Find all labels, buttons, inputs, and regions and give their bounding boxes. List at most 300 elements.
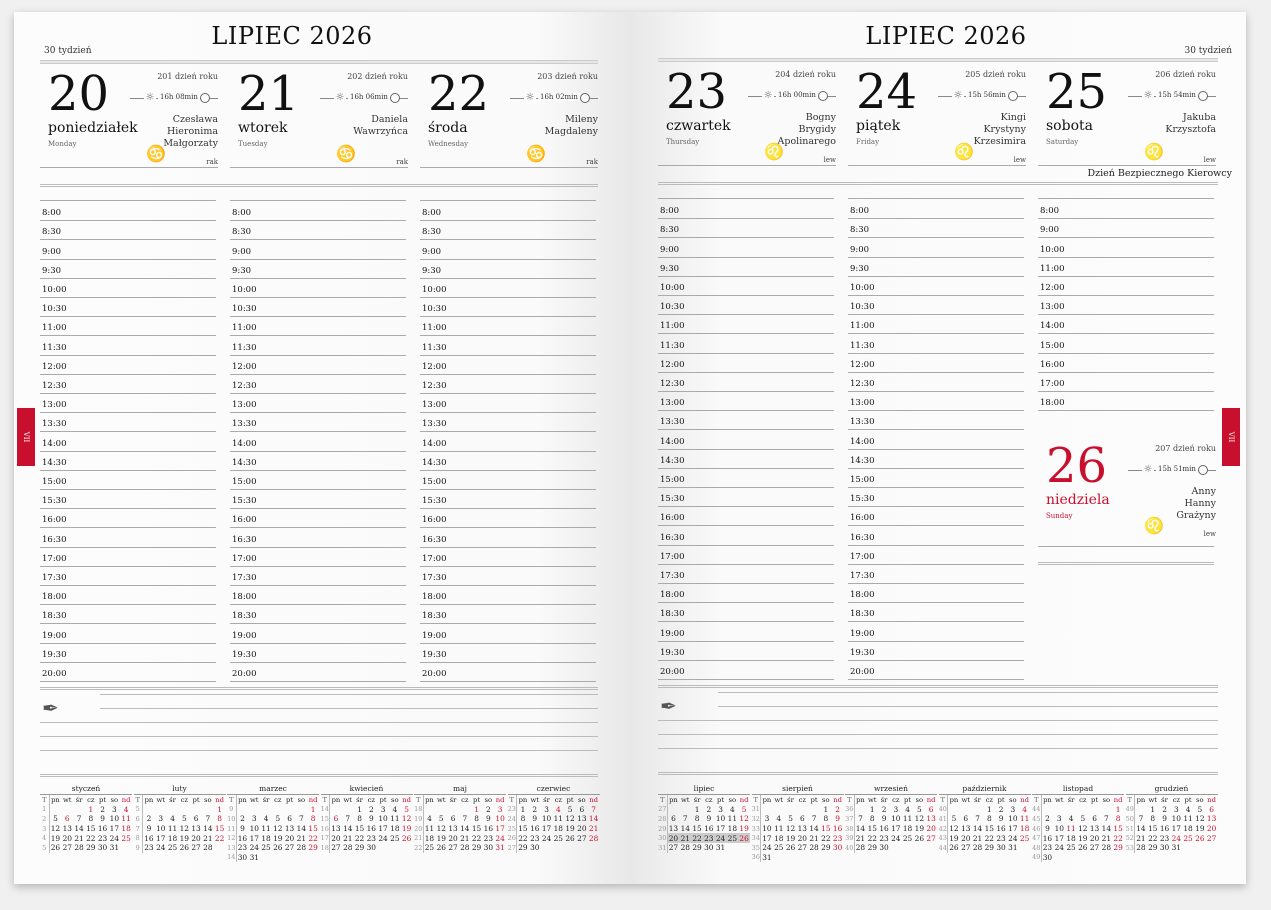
day-cell (342, 805, 354, 815)
time-slot[interactable] (420, 413, 596, 432)
time-slot[interactable] (848, 277, 1024, 296)
day-cell: 6 (1209, 804, 1214, 814)
time-slot[interactable] (1038, 200, 1214, 219)
day-cell: 26 (949, 843, 959, 853)
time-slot[interactable] (1038, 315, 1214, 334)
day-cell: 25 (167, 843, 178, 853)
time-slot[interactable] (848, 200, 1024, 219)
time-slot[interactable] (420, 221, 596, 240)
time-label: 15:00 (232, 476, 257, 487)
note-line (658, 748, 1218, 749)
day-cell: 8 (694, 814, 700, 824)
day-cell: 15 (821, 824, 831, 834)
week-num-cell: 12 (227, 834, 236, 843)
time-slot[interactable] (1038, 219, 1214, 238)
note-line (718, 706, 1218, 707)
weekday-label: pn (425, 795, 434, 804)
daylight-text: 16h 08min (160, 93, 198, 101)
week-num-cell: 50 (1125, 814, 1134, 823)
name-day: Krzesimira (973, 136, 1026, 147)
time-slot[interactable] (1038, 373, 1214, 392)
time-slot[interactable] (420, 432, 596, 451)
time-label: 14:00 (660, 436, 685, 447)
day-name: poniedziałek (48, 120, 138, 136)
time-slot[interactable] (40, 586, 216, 605)
time-slot[interactable] (40, 509, 216, 528)
time-slot[interactable] (230, 202, 406, 221)
time-slot[interactable] (1038, 296, 1214, 315)
notes-area[interactable] (40, 694, 598, 754)
time-slot[interactable] (230, 317, 406, 336)
day-cell: 22 (692, 833, 702, 843)
day-cell: 12 (1195, 814, 1205, 824)
time-label: 19:00 (850, 628, 875, 639)
weekday-label: cz (180, 795, 188, 804)
time-slot[interactable] (40, 471, 216, 490)
day-cell: 6 (287, 814, 292, 824)
time-slot[interactable] (848, 430, 1024, 449)
time-label: 9:00 (232, 246, 252, 257)
day-cell: 1 (357, 804, 362, 814)
time-slot[interactable] (658, 373, 834, 392)
time-slot[interactable] (658, 584, 834, 603)
time-slot[interactable] (848, 622, 1024, 641)
weekday-label: pt (192, 795, 200, 804)
time-slot[interactable] (658, 469, 834, 488)
time-slot[interactable] (1038, 277, 1214, 296)
time-label: 16:30 (660, 532, 685, 543)
time-slot[interactable] (420, 624, 596, 643)
time-slot[interactable] (658, 507, 834, 526)
time-slot[interactable] (658, 296, 834, 315)
day-cell: 6 (1092, 814, 1097, 824)
time-slot[interactable] (1038, 238, 1214, 257)
time-slot[interactable] (420, 356, 596, 375)
time-label: 17:30 (42, 572, 67, 583)
day-cell (679, 805, 691, 815)
day-cell (1135, 805, 1147, 815)
day-cell (796, 853, 808, 863)
weekday-label: cz (554, 795, 562, 804)
time-slot[interactable] (848, 219, 1024, 238)
time-slot[interactable] (420, 298, 596, 317)
time-slot[interactable] (848, 373, 1024, 392)
day-cell: 15 (1148, 824, 1158, 834)
time-label: 18:30 (660, 609, 685, 620)
week-num-cell: 2 (40, 814, 49, 824)
time-slot[interactable] (420, 644, 596, 663)
time-slot[interactable] (230, 260, 406, 279)
time-slot[interactable] (658, 354, 834, 373)
month-name: maj (414, 784, 506, 795)
time-slot[interactable] (40, 221, 216, 240)
time-label: 17:00 (1040, 378, 1065, 389)
time-slot[interactable] (420, 528, 596, 547)
daylight-length (130, 92, 218, 104)
time-slot[interactable] (658, 565, 834, 584)
time-slot[interactable] (40, 260, 216, 279)
day-cell: 16 (1042, 833, 1053, 843)
time-label: 20:00 (42, 668, 67, 679)
time-slot[interactable] (658, 603, 834, 622)
time-slot[interactable] (420, 317, 596, 336)
time-slot[interactable] (658, 238, 834, 257)
time-slot[interactable] (848, 258, 1024, 277)
week-num-cell: 44 (938, 843, 947, 852)
day-cell (1053, 805, 1065, 815)
time-slot[interactable] (230, 490, 406, 509)
daylight-length (510, 92, 598, 104)
time-slot[interactable] (230, 356, 406, 375)
weekday-label: wt (62, 795, 72, 804)
day-cell: 28 (588, 833, 599, 843)
time-slot[interactable] (658, 622, 834, 641)
day-cell: 17 (762, 833, 772, 843)
day-cell: 2 (146, 814, 152, 824)
time-slot[interactable] (40, 663, 216, 682)
day-cell: 11 (424, 824, 435, 834)
day-of-year: 202 dzień roku (347, 72, 408, 81)
time-slot[interactable] (230, 548, 406, 567)
time-slot[interactable] (40, 317, 216, 336)
day-cell: 14 (343, 824, 353, 834)
day-name-english: Friday (856, 138, 880, 146)
time-slot[interactable] (230, 336, 406, 355)
time-label: 18:00 (422, 592, 447, 603)
day-cell: 2 (240, 814, 245, 824)
weekday-label: nd (1020, 795, 1029, 804)
time-slot[interactable] (848, 411, 1024, 430)
time-slot[interactable] (420, 202, 596, 221)
day-cell: 9 (1162, 814, 1167, 824)
time-slot[interactable] (230, 298, 406, 317)
time-slot[interactable] (848, 661, 1024, 680)
mini-calendar-month (321, 784, 413, 853)
name-day: Kingi (1000, 112, 1026, 123)
time-label: 10:00 (422, 284, 447, 295)
name-day: Magdaleny (544, 126, 598, 137)
time-slot[interactable] (658, 642, 834, 661)
day-cell: 8 (88, 814, 94, 824)
time-slot[interactable] (40, 375, 216, 394)
time-slot[interactable] (658, 450, 834, 469)
time-slot[interactable] (230, 452, 406, 471)
time-label: 16:30 (42, 534, 67, 545)
day-cell: 14 (1136, 824, 1146, 834)
day-cell: 6 (579, 804, 585, 814)
day-cell (1077, 853, 1089, 863)
day-cell: 18 (390, 824, 400, 834)
day-cell: 7 (811, 814, 817, 824)
time-label: 18:30 (422, 611, 447, 622)
time-slot[interactable] (40, 356, 216, 375)
day-of-year: 204 dzień roku (775, 70, 836, 79)
day-cell: 7 (1138, 814, 1144, 824)
day-cell: 20 (284, 833, 295, 843)
time-slot[interactable] (40, 240, 216, 259)
weekday-label: cz (367, 795, 375, 804)
time-label: 10:30 (232, 304, 257, 315)
time-slot[interactable] (230, 586, 406, 605)
day-of-year: 203 dzień roku (537, 72, 598, 81)
time-slot[interactable] (40, 432, 216, 451)
time-slot[interactable] (848, 469, 1024, 488)
time-slot[interactable] (848, 603, 1024, 622)
week-num-cell: 9 (134, 843, 143, 853)
time-slot[interactable] (848, 354, 1024, 373)
time-slot[interactable] (658, 219, 834, 238)
day-cell: 25 (261, 843, 271, 853)
weekday-label: śr (449, 795, 457, 804)
sun-icon: ☼ (953, 90, 963, 101)
day-cell (1089, 805, 1101, 815)
day-cell: 19 (50, 833, 61, 843)
day-cell (564, 843, 576, 853)
day-cell: 13 (62, 824, 72, 834)
day-cell: 10 (1008, 814, 1018, 824)
time-label: 10:00 (1040, 244, 1065, 255)
sunset-icon (390, 93, 400, 103)
time-slot[interactable] (420, 471, 596, 490)
time-slot[interactable] (1038, 258, 1214, 277)
time-slot[interactable] (40, 452, 216, 471)
time-slot[interactable] (40, 336, 216, 355)
day-cell: 7 (591, 804, 596, 814)
time-slot[interactable] (848, 296, 1024, 315)
time-slot[interactable] (658, 258, 834, 277)
time-slot[interactable] (230, 471, 406, 490)
time-slot[interactable] (848, 334, 1024, 353)
day-cell: 19 (401, 824, 412, 834)
time-label: 11:00 (850, 321, 875, 332)
time-slot[interactable] (658, 661, 834, 680)
time-slot[interactable] (40, 202, 216, 221)
day-cell: 3 (380, 804, 386, 814)
time-label: 13:30 (422, 419, 447, 430)
day-cell (272, 805, 284, 815)
day-cell: 23 (1159, 833, 1170, 843)
day-cell: 26 (565, 833, 575, 843)
time-slot[interactable] (848, 488, 1024, 507)
day-cell: 29 (1113, 843, 1123, 853)
day-cell: 16 (366, 824, 376, 834)
day-cell: 30 (879, 843, 889, 853)
time-slot[interactable] (420, 548, 596, 567)
day-cell: 22 (354, 833, 365, 843)
time-slot[interactable] (658, 546, 834, 565)
day-number: 23 (666, 64, 728, 120)
time-label: 13:00 (422, 400, 447, 411)
time-slot[interactable] (848, 546, 1024, 565)
time-label: 13:00 (42, 400, 67, 411)
time-slot[interactable] (230, 624, 406, 643)
time-slot[interactable] (658, 334, 834, 353)
time-slot[interactable] (848, 526, 1024, 545)
time-slot[interactable] (40, 567, 216, 586)
day-cell (447, 805, 459, 815)
time-slot[interactable] (848, 315, 1024, 334)
day-cell: 28 (972, 843, 983, 853)
time-slot[interactable] (40, 624, 216, 643)
month-tab-right[interactable]: VII (1222, 408, 1240, 466)
note-line (718, 692, 1218, 693)
time-slot[interactable] (420, 509, 596, 528)
month-tab-left[interactable]: VII (17, 408, 35, 466)
day-cell: 8 (217, 814, 222, 824)
time-slot[interactable] (230, 432, 406, 451)
time-slot[interactable] (230, 221, 406, 240)
time-slot[interactable] (658, 526, 834, 545)
time-label: 8:00 (422, 208, 442, 219)
divider (40, 184, 598, 187)
time-slot[interactable] (420, 240, 596, 259)
time-slot[interactable] (40, 298, 216, 317)
time-slot[interactable] (848, 584, 1024, 603)
day-number: 24 (856, 64, 918, 120)
time-slot[interactable] (40, 548, 216, 567)
time-label: 12:30 (422, 380, 447, 391)
time-slot[interactable] (40, 644, 216, 663)
day-cell: 5 (1197, 804, 1203, 814)
week-num-cell: 44 (1032, 805, 1041, 814)
notes-area[interactable] (658, 692, 1218, 752)
time-slot[interactable] (40, 394, 216, 413)
time-slot[interactable] (848, 642, 1024, 661)
day-cell (854, 805, 866, 815)
time-slot[interactable] (230, 240, 406, 259)
day-cell: 2 (485, 804, 491, 814)
name-day: Apolinarego (777, 136, 836, 147)
time-slot[interactable] (420, 394, 596, 413)
time-slot[interactable] (230, 413, 406, 432)
time-slot[interactable] (658, 411, 834, 430)
day-cell: 16 (237, 833, 248, 843)
time-slot[interactable] (230, 509, 406, 528)
day-cell: 5 (788, 814, 793, 824)
time-slot[interactable] (230, 394, 406, 413)
week-num-cell: 26 (507, 834, 516, 843)
time-slot[interactable] (658, 488, 834, 507)
time-slot[interactable] (848, 392, 1024, 411)
time-slot[interactable] (420, 586, 596, 605)
day-cell: 27 (191, 843, 201, 853)
time-slot[interactable] (658, 315, 834, 334)
time-slot[interactable] (420, 605, 596, 624)
day-cell: 24 (109, 833, 120, 843)
day-number: 20 (48, 66, 110, 122)
day-cell: 12 (401, 814, 412, 824)
time-slot[interactable] (420, 452, 596, 471)
day-cell: 11 (121, 814, 131, 824)
time-slot[interactable] (1038, 354, 1214, 373)
day-cell: 10 (541, 814, 552, 824)
day-cell: 4 (427, 814, 432, 824)
weekday-label: śr (880, 795, 888, 804)
day-cell: 18 (1019, 824, 1030, 834)
day-cell: 1 (694, 804, 700, 814)
time-label: 12:00 (232, 361, 257, 372)
time-slot[interactable] (230, 605, 406, 624)
time-slot[interactable] (1038, 334, 1214, 353)
time-slot[interactable] (230, 567, 406, 586)
day-cell: 14 (972, 824, 983, 834)
time-slot[interactable] (40, 490, 216, 509)
time-label: 10:30 (42, 304, 67, 315)
day-cell: 18 (424, 833, 435, 843)
week-num-cell: 40 (845, 843, 854, 852)
time-slot[interactable] (658, 430, 834, 449)
time-slot[interactable] (848, 238, 1024, 257)
day-cell: 12 (1078, 824, 1088, 834)
daylight-text: 15h 56min (968, 91, 1006, 99)
time-label: 8:00 (850, 206, 870, 217)
day-cell (260, 805, 272, 815)
time-slot[interactable] (230, 663, 406, 682)
time-slot[interactable] (230, 528, 406, 547)
time-slot[interactable] (40, 605, 216, 624)
weekday-label: pn (949, 795, 959, 804)
time-slot[interactable] (420, 260, 596, 279)
day-cell: 3 (893, 804, 899, 814)
time-slot[interactable] (420, 490, 596, 509)
time-slot[interactable] (420, 663, 596, 682)
weekday-label: pt (473, 795, 481, 804)
day-cell: 13 (331, 824, 341, 834)
time-label: 19:00 (232, 630, 257, 641)
time-slot[interactable] (658, 277, 834, 296)
weekday-label: wt (436, 795, 446, 804)
time-slot[interactable] (230, 375, 406, 394)
time-slot[interactable] (658, 200, 834, 219)
time-slot[interactable] (230, 644, 406, 663)
time-slot[interactable] (420, 336, 596, 355)
week-num-cell: 36 (845, 805, 854, 814)
day-cell: 10 (1054, 824, 1064, 834)
weekday-label: pn (238, 795, 247, 804)
time-slot[interactable] (848, 565, 1024, 584)
day-cell: 25 (1066, 843, 1076, 853)
time-slot[interactable] (40, 413, 216, 432)
time-slot[interactable] (420, 567, 596, 586)
name-day: Anny (1191, 486, 1216, 497)
zodiac-sign: lew (1013, 156, 1026, 164)
time-label: 18:30 (850, 609, 875, 620)
day-cell (808, 805, 820, 815)
time-slot[interactable] (1038, 392, 1214, 411)
day-cell: 11 (553, 814, 563, 824)
day-cell: 12 (50, 824, 61, 834)
time-slot[interactable] (848, 507, 1024, 526)
month-name: listopad (1032, 784, 1124, 795)
day-cell: 18 (727, 824, 738, 834)
week-num-cell: 5 (40, 843, 49, 853)
day-cell: 2 (1162, 804, 1167, 814)
time-slot[interactable] (420, 279, 596, 298)
day-cell: 3 (497, 804, 503, 814)
time-slot[interactable] (848, 450, 1024, 469)
day-cell: 26 (273, 843, 283, 853)
time-slot[interactable] (40, 279, 216, 298)
time-slot[interactable] (420, 375, 596, 394)
time-slot[interactable] (658, 392, 834, 411)
day-cell: 29 (984, 843, 994, 853)
day-header (1042, 440, 1216, 560)
time-slot[interactable] (40, 528, 216, 547)
day-cell: 13 (1206, 814, 1217, 824)
week-num-cell: 36 (751, 853, 760, 862)
day-cell: 27 (331, 843, 341, 853)
time-slot[interactable] (230, 279, 406, 298)
